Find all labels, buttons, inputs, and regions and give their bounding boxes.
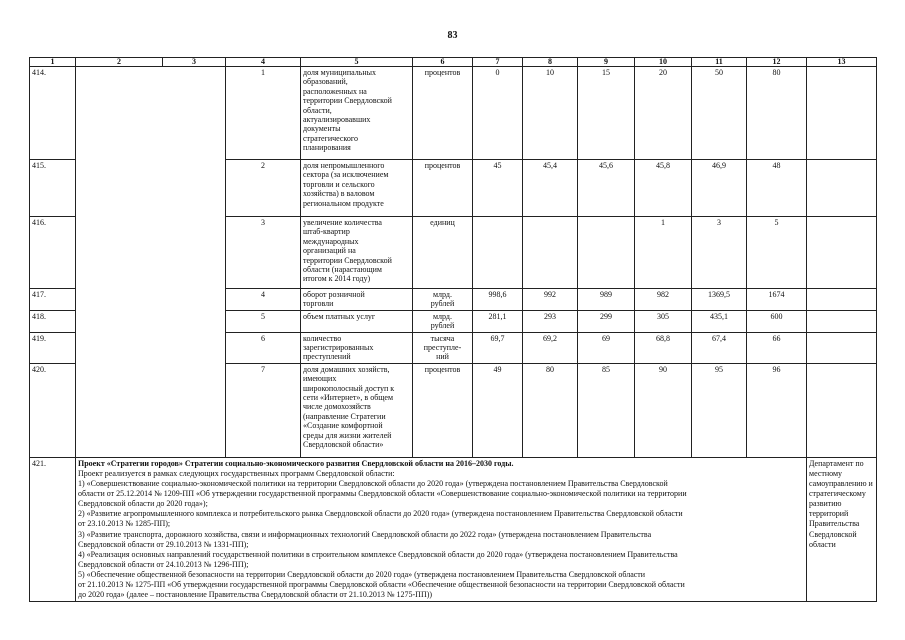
indicator-name-line: доля муниципальных [303,68,377,77]
row-number: 415. [30,160,76,217]
value-year-7: 998,6 [473,289,523,311]
project-text-line: от 23.10.2013 № 1285-ПП); [78,519,171,529]
indicator-index: 5 [226,310,301,332]
project-title: Проект «Стратегии городов» Стратегии социально-экономического развития Свердловской области на 2016–2030 годы. [78,458,514,468]
value-year-11: 46,9 [692,160,747,217]
value-year-10: 45,8 [635,160,692,217]
value-year-7: 281,1 [473,310,523,332]
row-number: 419. [30,332,76,363]
value-year-10: 305 [635,310,692,332]
indicator-name-line: оборот розничной [303,290,365,299]
project-text-line: 4) «Реализация основных направлений государственной политики в строительном комплексе Свердловской области до 2020 года» (утверждена постановлением Правительства [78,549,678,559]
project-text-line: области от 25.12.2014 № 1209-ПП «Об утверждении государственной программы Свердловской области «Совершенствование социально-экономической политики на территории [78,489,687,499]
column-header-7: 7 [473,58,523,67]
indicator-name-line: «Создание комфортной [303,421,383,431]
responsible-line: местному [809,468,843,478]
value-year-10: 20 [635,67,692,160]
responsible-line: развитию [809,499,842,509]
column-header-11: 11 [692,58,747,67]
value-year-9 [578,217,635,289]
indicator-name-line: Свердловской области» [303,440,384,450]
responsible-department [807,457,877,601]
responsible-cell [807,67,877,160]
unit-line: преступле- [423,343,462,353]
indicator-index: 4 [226,289,301,311]
project-description [76,457,807,601]
indicator-name-line: среды для жизни жителей [303,430,392,440]
indicator-name-line: зарегистрированных [303,343,374,353]
value-year-10: 982 [635,289,692,311]
value-year-11: 95 [692,363,747,457]
indicator-index: 2 [226,160,301,217]
value-year-10: 90 [635,363,692,457]
column-header-4: 4 [226,58,301,67]
program-table [29,57,877,602]
indicator-name-line: (направление Стратегии [303,411,386,421]
indicator-name-line: стратегического [303,133,358,143]
value-year-11: 50 [692,67,747,160]
value-year-12: 1674 [747,289,807,311]
indicator-name-line: торговли и сельского [303,179,375,189]
indicator-name [301,363,413,457]
value-year-10: 1 [635,217,692,289]
indicator-name-line: штаб-квартир [303,227,350,237]
row-number: 418. [30,310,76,332]
indicator-index: 1 [226,67,301,160]
indicator-name-line: объем платных услуг [303,311,376,321]
indicator-name-line: хозяйства) в валовом [303,189,375,199]
indicator-index: 7 [226,363,301,457]
value-year-8: 10 [523,67,578,160]
indicator-name-line: широкополосный доступ к [303,383,395,393]
unit-line: единиц [430,218,455,227]
column-header-9: 9 [578,58,635,67]
merged-empty-cell [76,67,226,458]
indicator-name-line: организаций на [303,246,356,256]
row-number: 417. [30,289,76,311]
page-number: 83 [447,30,458,41]
project-text-line: до 2020 года» (далее – постановление Правительства Свердловской области от 21.10.2013 № 1275-ПП)) [78,590,433,600]
value-year-7 [473,217,523,289]
value-year-9: 85 [578,363,635,457]
value-year-9: 299 [578,310,635,332]
responsible-cell [807,217,877,289]
indicator-name-line: преступлений [303,352,351,362]
responsible-line: области [809,539,836,549]
indicator-name [301,67,413,160]
unit-line: рублей [430,321,455,331]
value-year-12: 80 [747,67,807,160]
row-number: 414. [30,67,76,160]
responsible-line: Правительства [809,519,860,529]
value-year-12: 66 [747,332,807,363]
project-text-line: 3) «Развитие транспорта, дорожного хозяйства, связи и информационных технологий Свердловской области до 2022 года» (утверждена постановлением Правительства [78,529,652,539]
indicator-name-line: планирования [303,143,351,153]
table-row-421 [30,457,877,601]
indicator-name-line: образований, [303,77,348,87]
value-year-12: 5 [747,217,807,289]
indicator-name-line: территории Свердловской [303,255,392,265]
value-year-8: 80 [523,363,578,457]
indicator-name-line: количество [303,333,342,343]
column-header-5: 5 [301,58,413,67]
unit-line: рублей [430,299,455,309]
project-text-line: Свердловской области от 29.10.2013 № 1331-ПП); [78,539,249,549]
indicator-name-line: имеющих [303,374,337,384]
responsible-cell [807,160,877,217]
value-year-7: 49 [473,363,523,457]
row-number: 421. [30,457,76,601]
responsible-line: стратегическому [809,489,866,499]
value-year-11: 3 [692,217,747,289]
unit-line: процентов [424,161,461,170]
value-year-8: 293 [523,310,578,332]
value-year-11: 1369,5 [692,289,747,311]
row-number: 420. [30,363,76,457]
project-text-line: 5) «Обеспечение общественной безопасности на территории Свердловской области до 2020 года» (утверждена постановлением Правительства Свердловской области [78,569,646,579]
responsible-cell [807,332,877,363]
responsible-line: Свердловской [809,529,857,539]
indicator-name-line: документы [303,124,341,134]
column-header-row [30,58,877,67]
indicator-name-line: доля непромышленного [303,161,385,170]
indicator-name-line: торговли [303,299,334,309]
value-year-8 [523,217,578,289]
unit-of-measure [413,332,473,363]
indicator-name-line: сети «Интернет», в общем [303,393,394,403]
indicator-name-line: области (нарастающим [303,265,382,275]
value-year-11: 435,1 [692,310,747,332]
column-header-1: 1 [30,58,76,67]
row-number: 416. [30,217,76,289]
indicator-name [301,289,413,311]
indicator-name-line: доля домашних хозяйств, [303,364,390,374]
indicator-name [301,332,413,363]
indicator-name-line: сектора (за исключением [303,170,389,180]
value-year-7: 69,7 [473,332,523,363]
indicator-name-line: числе домохозяйств [303,402,371,412]
value-year-7: 45 [473,160,523,217]
unit-of-measure [413,289,473,311]
value-year-12: 96 [747,363,807,457]
responsible-line: Департамент по [809,458,864,468]
unit-of-measure [413,160,473,217]
indicator-name-line: области, [303,105,332,115]
indicator-name-line: расположенных на [303,86,367,96]
value-year-11: 67,4 [692,332,747,363]
unit-line: тысяча [430,333,455,343]
indicator-index: 6 [226,332,301,363]
value-year-8: 992 [523,289,578,311]
responsible-line: территорий [809,509,849,519]
indicator-name [301,160,413,217]
project-text-line: 1) «Совершенствование социально-экономической политики на территории Свердловской области до 2020 года» (утверждена постановлением Правительства Свердловской [78,479,668,489]
column-header-8: 8 [523,58,578,67]
value-year-9: 45,6 [578,160,635,217]
indicator-name-line: территории Свердловской [303,96,392,106]
project-text-line: Проект реализуется в рамках следующих государственных программ Свердловской области: [78,468,395,478]
value-year-9: 989 [578,289,635,311]
indicator-name-line: увеличение количества [303,218,382,227]
value-year-12: 600 [747,310,807,332]
unit-line: процентов [424,68,461,77]
indicator-name-line: региональном продукте [303,198,384,208]
unit-line: млрд. [432,311,453,321]
value-year-10: 68,8 [635,332,692,363]
value-year-9: 69 [578,332,635,363]
indicator-name-line: международных [303,236,359,246]
indicator-name [301,310,413,332]
column-header-13: 13 [807,58,877,67]
unit-of-measure [413,363,473,457]
project-text-line: Свердловской области до 2020 года»); [78,499,208,509]
column-header-6: 6 [413,58,473,67]
responsible-cell [807,289,877,311]
value-year-12: 48 [747,160,807,217]
value-year-9: 15 [578,67,635,160]
project-text-line: 2) «Развитие агропромышленного комплекса и потребительского рынка Свердловской области до 2020 года» (утверждена постановлением Правительства Свердловской области [78,509,683,519]
project-text-line: Свердловской области от 24.10.2013 № 1296-ПП); [78,559,249,569]
column-header-2: 2 [76,58,163,67]
unit-of-measure [413,310,473,332]
indicator-name [301,217,413,289]
value-year-7: 0 [473,67,523,160]
column-header-12: 12 [747,58,807,67]
indicator-name-line: актуализировавших [303,115,371,125]
table-row [30,67,877,160]
unit-of-measure [413,217,473,289]
responsible-cell [807,363,877,457]
responsible-cell [807,310,877,332]
indicator-index: 3 [226,217,301,289]
unit-line: процентов [424,364,461,374]
unit-line: млрд. [432,290,453,299]
value-year-8: 45,4 [523,160,578,217]
column-header-10: 10 [635,58,692,67]
column-header-3: 3 [163,58,226,67]
unit-line: ний [436,352,449,362]
indicator-name-line: итогом к 2014 году) [303,274,371,284]
project-text-line: от 21.10.2013 № 1275-ПП «Об утверждении государственной программы Свердловской области «Обеспечение общественной безопасности на территории Свердловской области [78,579,685,589]
unit-of-measure [413,67,473,160]
responsible-line: самоуправлению и [809,479,873,489]
value-year-8: 69,2 [523,332,578,363]
